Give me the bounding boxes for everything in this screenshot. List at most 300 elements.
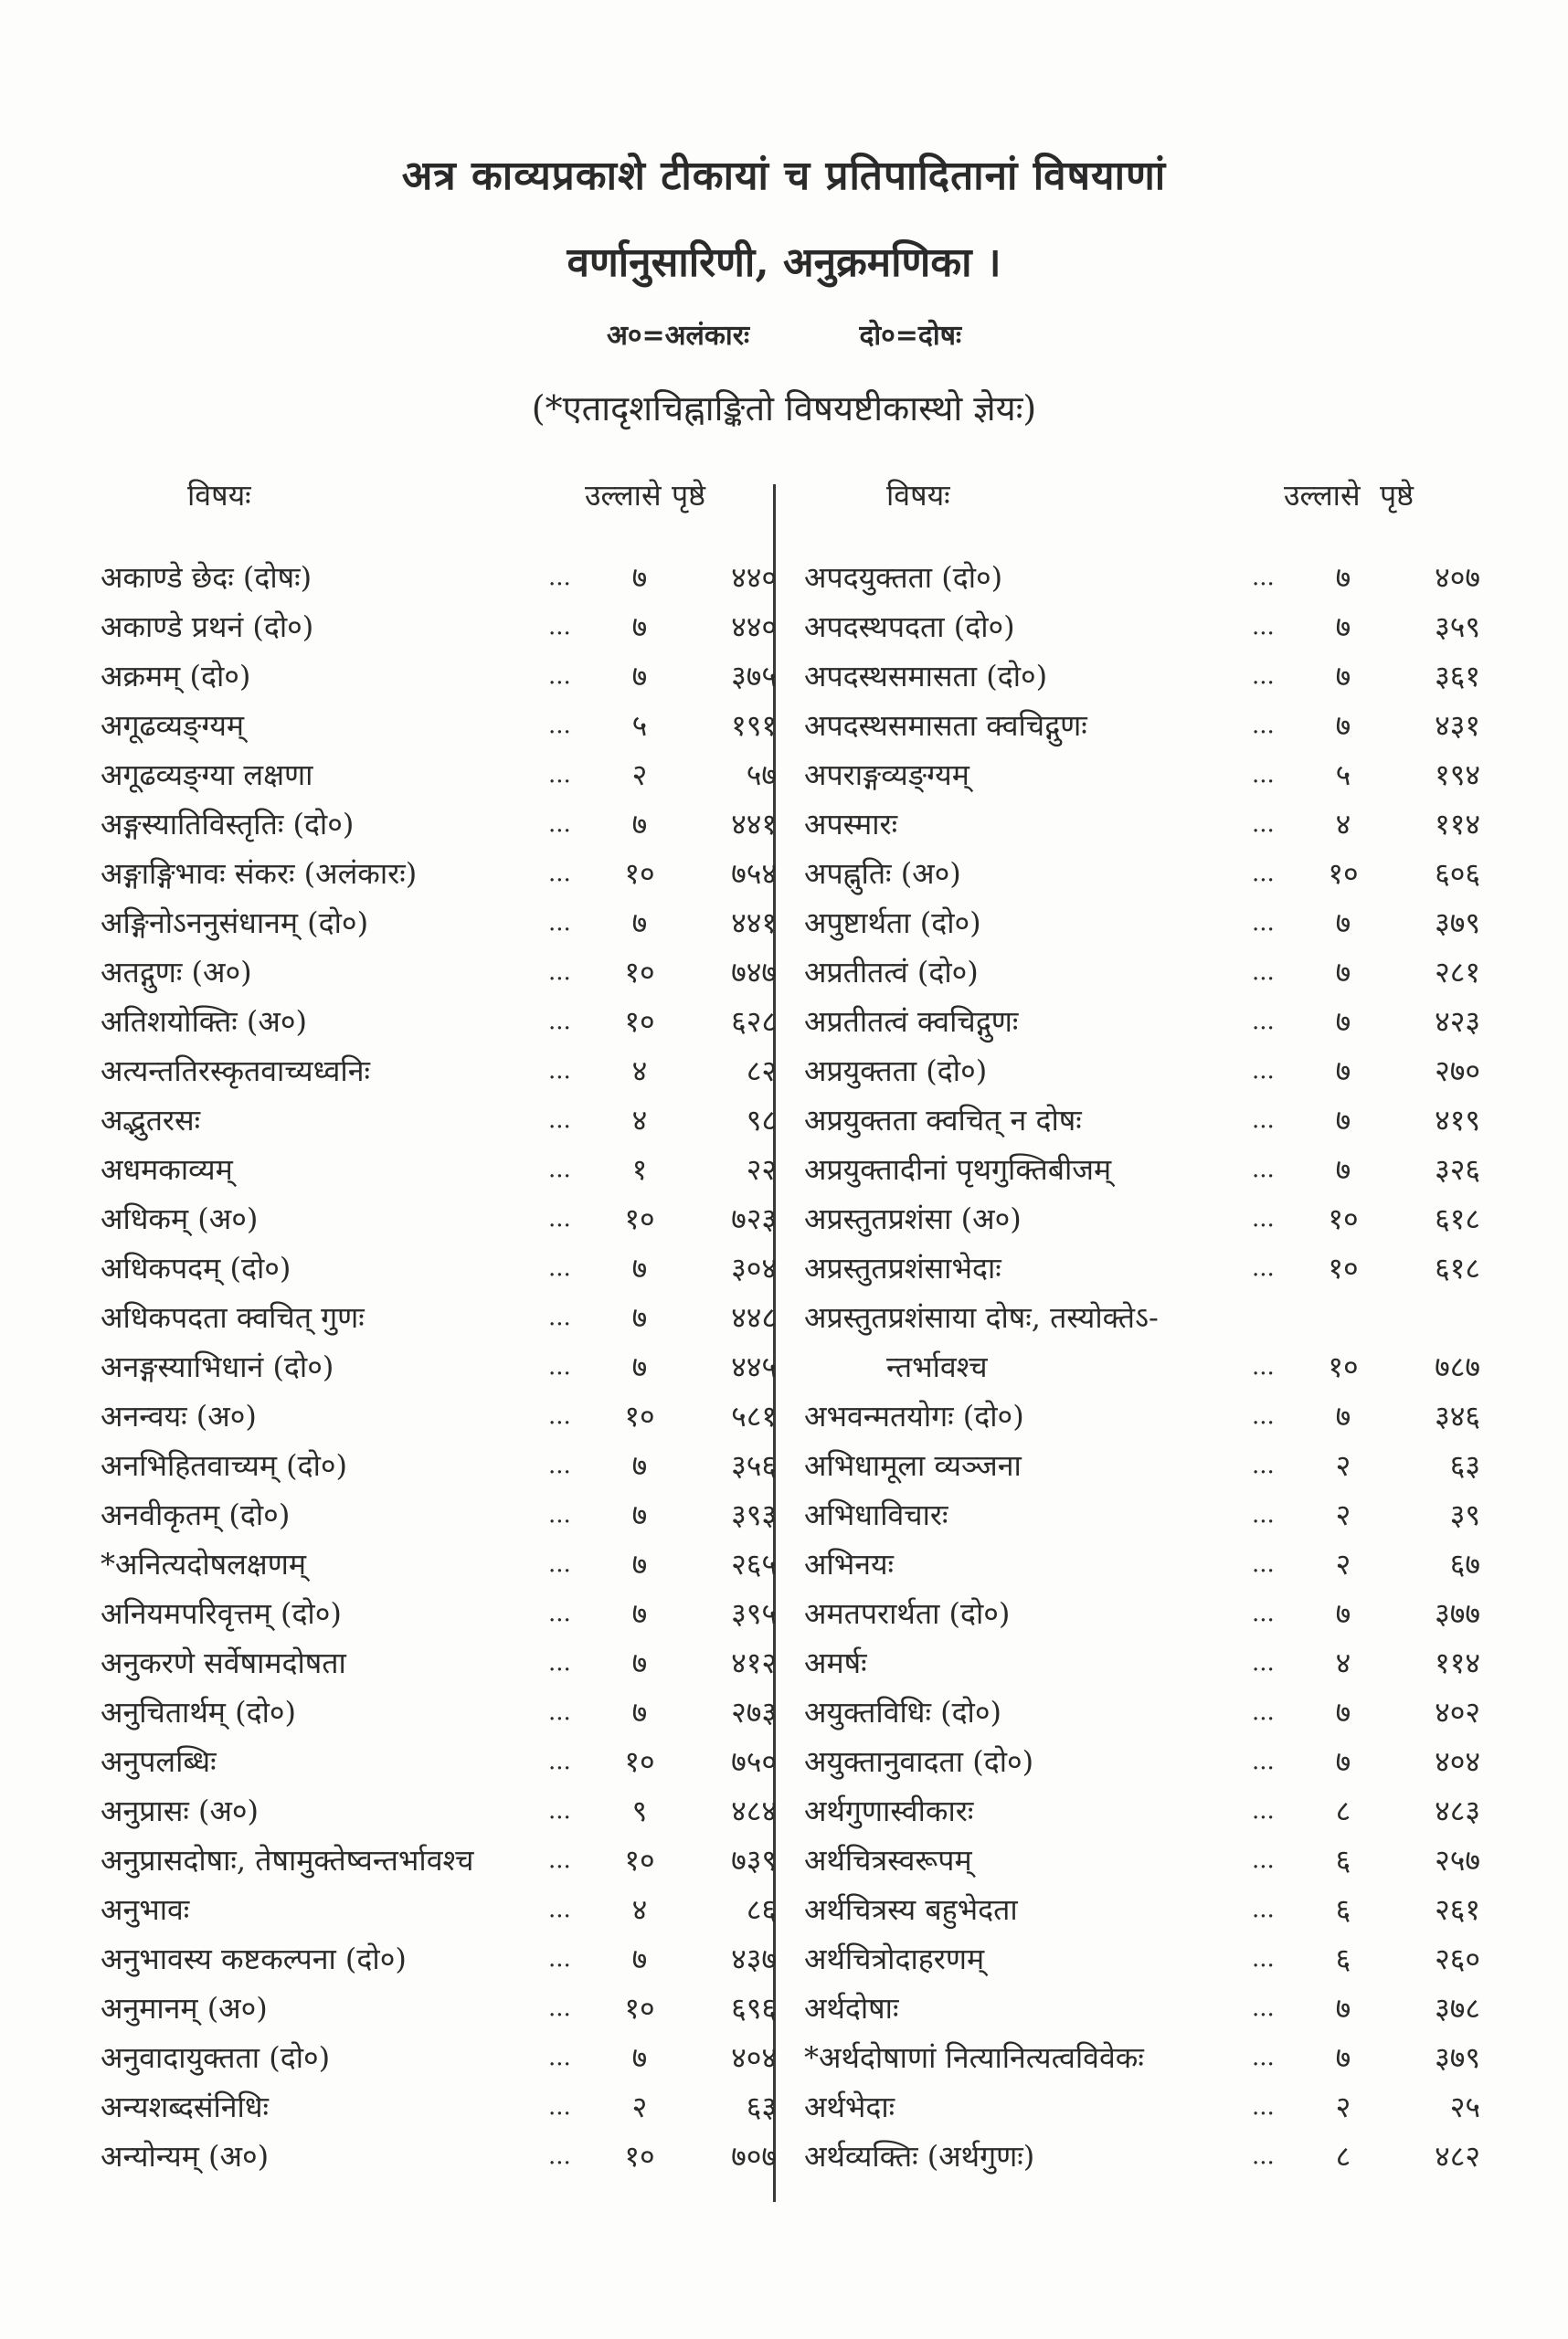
entry-ullasa: ६: [1335, 1942, 1351, 1976]
entry-subject: [804, 2132, 1034, 2181]
entry-ullasa: ७: [631, 609, 648, 644]
entry-ullasa: ९: [631, 1794, 648, 1828]
leader-dots: ...: [1252, 1008, 1275, 1035]
entry-subject-text: *अर्थदोषाणां नित्यानित्यत्वविवेकः: [804, 2040, 1144, 2075]
entry-subject: [101, 1984, 268, 2033]
leader-dots: ...: [548, 1402, 571, 1430]
entry-subject-text: अत्यन्ततिरस्कृतवाच्यध्वनिः: [101, 1053, 370, 1088]
index-entry: [804, 1293, 1480, 1392]
leader-dots: ...: [1252, 1600, 1275, 1627]
leader-dots: ...: [548, 810, 571, 838]
entry-page: ७२३: [731, 1201, 777, 1236]
entry-subject: [804, 1984, 898, 2033]
entry-subject: [804, 799, 897, 849]
entry-subject: [101, 1392, 257, 1441]
entry-subject: [101, 701, 244, 750]
entry-ullasa: ८: [1335, 1794, 1351, 1828]
index-entry: [101, 1737, 777, 1786]
entry-page: २२: [746, 1152, 777, 1187]
entry-page: ३७७: [1435, 1596, 1480, 1631]
entry-subject: [101, 849, 417, 898]
entry-ullasa: १०: [1328, 1251, 1359, 1286]
entry-page: २७३: [731, 1695, 777, 1730]
index-entry: [804, 898, 1480, 947]
entry-page: ४४०: [731, 609, 777, 644]
entry-subject-text: अर्थचित्रोदाहरणम्: [804, 1942, 985, 1976]
entry-page: ३९: [1449, 1498, 1480, 1532]
leader-dots: ...: [548, 860, 571, 887]
index-entry: [101, 701, 777, 750]
leader-dots: ...: [1252, 1057, 1275, 1085]
leader-dots: ...: [1252, 1156, 1275, 1183]
right-header-ullasa: उल्लासे: [1284, 478, 1361, 513]
leader-dots: ...: [548, 1600, 571, 1627]
entry-ullasa: ७: [1335, 1053, 1351, 1088]
entry-ullasa: १०: [624, 955, 655, 990]
entry-subject-text: अपदयुक्तता (दो०): [804, 560, 1003, 595]
leader-dots: ...: [548, 1797, 571, 1825]
index-entry: [101, 1836, 777, 1885]
entry-subject: [101, 2033, 330, 2082]
entry-subject: [804, 651, 1047, 701]
entry-ullasa: ७: [1335, 1152, 1351, 1187]
index-title: अत्र काव्यप्रकाशे टीकायां च प्रतिपादितानां विषयाणां: [401, 153, 1167, 199]
entry-ullasa: ६: [1335, 1892, 1351, 1927]
entry-subject: [804, 602, 1015, 651]
leader-dots: ...: [1252, 613, 1275, 640]
entry-ullasa: १: [631, 1152, 648, 1187]
entry-subject-text: अपुष्टार्थता (दो०): [804, 905, 981, 940]
abbreviation-dosha: दो०=दोषः: [859, 320, 962, 352]
entry-ullasa: ६: [1335, 1843, 1351, 1878]
entry-ullasa: ७: [631, 905, 648, 940]
leader-dots: ...: [548, 613, 571, 640]
index-entry: [804, 1737, 1480, 1786]
entry-subject-text: अप्रस्तुतप्रशंसाभेदाः: [804, 1251, 1001, 1286]
entry-subject: [804, 1836, 972, 1885]
entry-subject: [804, 750, 969, 799]
index-entry: [101, 2132, 777, 2181]
entry-page: ४२३: [1435, 1004, 1480, 1039]
entry-ullasa: ७: [1335, 1744, 1351, 1779]
entry-page: २७०: [1435, 1053, 1480, 1088]
entry-ullasa: ७: [631, 1547, 648, 1582]
entry-ullasa: २: [1335, 2090, 1351, 2124]
entry-page: ३६१: [1435, 659, 1480, 693]
entry-ullasa: ७: [1335, 955, 1351, 990]
entry-subject-text: अनभिहितवाच्यम् (दो०): [101, 1448, 348, 1483]
entry-ullasa: ७: [631, 1300, 648, 1335]
entry-ullasa: ७: [1335, 1004, 1351, 1039]
entry-ullasa: ७: [1335, 905, 1351, 940]
entry-page: २६१: [1435, 1892, 1480, 1927]
leader-dots: ...: [1252, 761, 1275, 788]
entry-ullasa: ७: [1335, 708, 1351, 743]
leader-dots: ...: [548, 1254, 571, 1282]
entry-subject: [101, 2082, 269, 2132]
leader-dots: ...: [1252, 1945, 1275, 1973]
entry-ullasa: ५: [631, 708, 648, 743]
index-entry: [804, 1540, 1480, 1589]
entry-subject-text: अनुभावस्य कष्टकल्पना (दो०): [101, 1942, 407, 1976]
entry-subject: [804, 849, 961, 898]
entry-subject: [101, 1342, 334, 1392]
entry-ullasa: १०: [624, 1744, 655, 1779]
entry-subject: [804, 2082, 895, 2132]
entry-subject-text: अपदस्थसमासता (दो०): [804, 659, 1048, 693]
index-entry: [804, 1490, 1480, 1540]
leader-dots: ...: [1252, 1402, 1275, 1430]
entry-ullasa: ७: [1335, 1596, 1351, 1631]
index-entry: [804, 849, 1480, 898]
entry-ullasa: ७: [631, 1251, 648, 1286]
index-entry: [101, 997, 777, 1046]
entry-ullasa: ४: [1335, 807, 1351, 841]
index-entry: [804, 1638, 1480, 1688]
entry-subject-text: अधिकपदम् (दो०): [101, 1251, 291, 1286]
entry-subject-text: अप्रस्तुतप्रशंसाया दोषः, तस्योक्तेऽ-: [804, 1300, 1159, 1335]
entry-page: ४४८: [731, 1300, 777, 1335]
entry-ullasa: ७: [631, 1695, 648, 1730]
entry-subject-text: अर्थगुणास्वीकारः: [804, 1794, 974, 1828]
right-index-column: [804, 553, 1480, 2181]
entry-ullasa: २: [631, 757, 648, 792]
entry-subject: [804, 1688, 1001, 1737]
leader-dots: ...: [1252, 1699, 1275, 1726]
leader-dots: ...: [1252, 2093, 1275, 2121]
entry-ullasa: ७: [1335, 659, 1351, 693]
entry-ullasa: १०: [624, 856, 655, 891]
entry-page: ७४७: [731, 955, 777, 990]
entry-page: ४८४: [731, 1794, 777, 1828]
entry-ullasa: ७: [1335, 609, 1351, 644]
entry-subject-text: अपदस्थपदता (दो०): [804, 609, 1015, 644]
entry-subject: [804, 1786, 973, 1836]
index-entry: [804, 1095, 1480, 1145]
index-entry: [804, 701, 1480, 750]
entry-ullasa: २: [631, 2090, 648, 2124]
entry-page: ५७: [746, 757, 777, 792]
entry-page: ६३: [1449, 1448, 1480, 1483]
entry-ullasa: ७: [1335, 1103, 1351, 1138]
entry-page: ४०४: [731, 2040, 777, 2075]
leader-dots: ...: [548, 1452, 571, 1479]
entry-page: ७३९: [731, 1843, 777, 1878]
entry-subject: [101, 1885, 189, 1934]
leader-dots: ...: [548, 1205, 571, 1233]
entry-subject-text: अपदस्थसमासता क्वचिद्गुणः: [804, 708, 1087, 743]
entry-subject-continuation: न्तर्भावश्च: [886, 1349, 988, 1384]
right-header-subject: विषयः: [886, 478, 950, 513]
entry-subject: [804, 1392, 1024, 1441]
leader-dots: ...: [548, 662, 571, 690]
entry-subject-text: अगूढव्यङ्ग्यम्: [101, 708, 245, 743]
entry-ullasa: ७: [1335, 1991, 1351, 2026]
entry-page: २५७: [1435, 1843, 1480, 1878]
index-entry: [804, 651, 1480, 701]
entry-subject: [804, 997, 1018, 1046]
index-entry: [804, 2132, 1480, 2181]
entry-page: ४३७: [731, 1942, 777, 1976]
index-entry: [101, 1293, 777, 1342]
entry-subject: [101, 602, 313, 651]
entry-page: ४४०: [731, 560, 777, 595]
entry-subject: [804, 947, 979, 997]
entry-ullasa: ७: [631, 807, 648, 841]
entry-page: ३९५: [731, 1596, 777, 1631]
index-entry: [101, 750, 777, 799]
entry-subject: [804, 1638, 867, 1688]
leader-dots: ...: [548, 1156, 571, 1183]
leader-dots: ...: [548, 1008, 571, 1035]
entry-subject: [101, 1441, 347, 1490]
entry-subject-text: अङ्गस्यातिविस्तृतिः (दो०): [101, 807, 355, 841]
entry-page: ११४: [1435, 807, 1480, 841]
entry-subject-text: अगूढव्यङ्ग्या लक्षणा: [101, 757, 313, 792]
index-entry: [804, 750, 1480, 799]
index-entry: [804, 799, 1480, 849]
index-entry: [804, 2082, 1480, 2132]
entry-subject-text: अनुकरणे सर्वेषामदोषता: [101, 1646, 346, 1680]
entry-ullasa: १०: [624, 1399, 655, 1434]
entry-page: ३०४: [731, 1251, 777, 1286]
left-header-page: पृष्ठे: [672, 478, 706, 513]
entry-page: ३७९: [1435, 905, 1480, 940]
entry-page: १९१: [731, 708, 777, 743]
entry-subject-text: अयुक्तानुवादता (दो०): [804, 1744, 1034, 1779]
entry-page: ३५९: [1435, 609, 1480, 644]
entry-subject-text: अधिकम् (अ०): [101, 1201, 259, 1236]
entry-ullasa: ७: [1335, 2040, 1351, 2075]
entry-page: ९८: [746, 1103, 777, 1138]
index-entry: [804, 1836, 1480, 1885]
entry-subject-text: अनवीकृतम् (दो०): [101, 1498, 291, 1532]
entry-subject-text: अप्रयुक्तता (दो०): [804, 1053, 988, 1088]
index-entry: [101, 1885, 777, 1934]
index-entry: [804, 1589, 1480, 1638]
leader-dots: ...: [1252, 712, 1275, 739]
leader-dots: ...: [548, 958, 571, 986]
entry-subject: [804, 1490, 948, 1540]
entry-page: ४८३: [1435, 1794, 1480, 1828]
index-entry: [804, 1885, 1480, 1934]
entry-subject-text: अनुप्रासः (अ०): [101, 1794, 260, 1828]
entry-ullasa: ४: [631, 1892, 648, 1927]
entry-subject-text: अर्थचित्रस्य बहुभेदता: [804, 1892, 1018, 1927]
entry-page: ३७९: [1435, 2040, 1480, 2075]
entry-subject: [101, 799, 354, 849]
entry-subject-text: अधमकाव्यम्: [101, 1152, 233, 1187]
index-entry: [804, 1244, 1480, 1293]
leader-dots: ...: [548, 2143, 571, 2170]
index-entry: [101, 1441, 777, 1490]
entry-ullasa: ४: [631, 1103, 648, 1138]
entry-subject-text: अर्थदोषाः: [804, 1991, 899, 2026]
entry-subject-text: अभवन्मतयोगः (दो०): [804, 1399, 1024, 1434]
entry-subject-text: अपराङ्गव्यङ्ग्यम्: [804, 757, 969, 792]
entry-subject-text: अनुमानम् (अ०): [101, 1991, 268, 2026]
index-entry: [101, 553, 777, 602]
entry-page: ४०७: [1435, 560, 1480, 595]
index-entry: [101, 1095, 777, 1145]
index-entry: [101, 1984, 777, 2033]
leader-dots: ...: [548, 1551, 571, 1578]
entry-page: ७८७: [1435, 1349, 1480, 1384]
leader-dots: ...: [548, 1699, 571, 1726]
entry-ullasa: १०: [624, 1843, 655, 1878]
index-entry: [804, 1145, 1480, 1194]
index-entry: [101, 898, 777, 947]
leader-dots: ...: [1252, 1748, 1275, 1775]
entry-subject: [804, 2033, 1144, 2082]
leader-dots: ...: [548, 1501, 571, 1529]
abbreviation-key: [0, 315, 1568, 353]
abbreviation-alankara: अ०=अलंकारः: [606, 320, 750, 352]
leader-dots: ...: [548, 2044, 571, 2071]
entry-subject-text: अभिधामूला व्यञ्जना: [804, 1448, 1022, 1483]
entry-subject-text: अर्थव्यक्तिः (अर्थगुणः): [804, 2139, 1035, 2174]
entry-page: ६९६: [731, 1991, 777, 2026]
entry-subject: [101, 1836, 473, 1885]
entry-page: ३२६: [1435, 1152, 1480, 1187]
index-entry: [804, 997, 1480, 1046]
entry-page: ५८१: [731, 1399, 777, 1434]
entry-ullasa: ७: [631, 2040, 648, 2075]
entry-page: ४०२: [1435, 1695, 1480, 1730]
entry-page: ४८२: [1435, 2139, 1480, 2174]
entry-subject: [101, 1046, 370, 1095]
index-entry: [101, 1934, 777, 1984]
entry-subject-text: अनन्वयः (अ०): [101, 1399, 257, 1434]
entry-subject-text: अनुपलब्धिः: [101, 1744, 217, 1779]
entry-subject: [804, 553, 1002, 602]
leader-dots: ...: [1252, 860, 1275, 887]
leader-dots: ...: [548, 1649, 571, 1677]
index-entry: [101, 1392, 777, 1441]
index-entry: [804, 2033, 1480, 2082]
entry-page: ६१८: [1435, 1251, 1480, 1286]
index-entry: [101, 1589, 777, 1638]
entry-subject-text: अकाण्डे छेदः (दोषः): [101, 560, 313, 595]
entry-subject-text: अतिशयोक्तिः (अ०): [101, 1004, 307, 1039]
index-entry: [101, 1688, 777, 1737]
entry-ullasa: ८: [1335, 2139, 1351, 2174]
leader-dots: ...: [548, 712, 571, 739]
entry-subject: [101, 2132, 269, 2181]
leader-dots: ...: [1252, 1551, 1275, 1578]
entry-page: ७५०: [731, 1744, 777, 1779]
entry-subject-text: अङ्गाङ्गिभावः संकरः (अलंकारः): [101, 856, 418, 891]
index-entry: [804, 1984, 1480, 2033]
leader-dots: ...: [548, 1106, 571, 1134]
leader-dots: ...: [1252, 909, 1275, 937]
entry-subject: [101, 1688, 296, 1737]
leader-dots: ...: [1252, 1896, 1275, 1923]
index-entry: [101, 2082, 777, 2132]
entry-subject-text: अनङ्गस्याभिधानं (दो०): [101, 1349, 334, 1384]
leader-dots: ...: [548, 564, 571, 591]
leader-dots: ...: [1252, 1205, 1275, 1233]
leader-dots: ...: [548, 1057, 571, 1085]
index-entry: [101, 2033, 777, 2082]
entry-subject: [804, 1441, 1022, 1490]
entry-ullasa: ७: [1335, 1399, 1351, 1434]
left-index-column: [101, 553, 777, 2181]
entry-ullasa: ७: [1335, 560, 1351, 595]
leader-dots: ...: [1252, 2044, 1275, 2071]
leader-dots: ...: [1252, 2143, 1275, 2170]
entry-subject-text: अमतपरार्थता (दो०): [804, 1596, 1011, 1631]
entry-subject-text: अनुप्रासदोषाः, तेषामुक्तेष्वन्तर्भावश्च: [101, 1843, 474, 1878]
leader-dots: ...: [1252, 1353, 1275, 1381]
left-header-ullasa: उल्लासे: [585, 478, 662, 513]
entry-subject-text: अधिकपदता क्वचित् गुणः: [101, 1300, 365, 1335]
index-entry: [101, 1145, 777, 1194]
index-subtitle: वर्णानुसारिणी, अनुक्रमणिका ।: [567, 239, 1001, 286]
entry-page: ११४: [1435, 1646, 1480, 1680]
entry-page: ६३: [746, 2090, 777, 2124]
entry-subject: [101, 1737, 217, 1786]
entry-subject-text: अप्रतीतत्वं क्वचिद्गुणः: [804, 1004, 1019, 1039]
leader-dots: ...: [548, 1847, 571, 1874]
entry-subject: [804, 1934, 984, 1984]
entry-subject-text: अपस्मारः: [804, 807, 898, 841]
leader-dots: ...: [548, 2093, 571, 2121]
entry-subject-text: अनुवादायुक्तता (दो०): [101, 2040, 331, 2075]
entry-subject: [101, 1589, 342, 1638]
index-entry: [804, 553, 1480, 602]
entry-subject: [101, 898, 368, 947]
entry-page: ६२८: [731, 1004, 777, 1039]
entry-subject: [101, 1194, 258, 1244]
entry-page: ६७: [1449, 1547, 1480, 1582]
leader-dots: ...: [1252, 1649, 1275, 1677]
right-header-page: पृष्ठे: [1380, 478, 1414, 513]
entry-subject: [101, 651, 250, 701]
entry-page: ३४६: [1435, 1399, 1480, 1434]
leader-dots: ...: [1252, 1452, 1275, 1479]
entry-subject-text: अकाण्डे प्रथनं (दो०): [101, 609, 314, 644]
entry-page: ६१८: [1435, 1201, 1480, 1236]
leader-dots: ...: [548, 1304, 571, 1331]
entry-page: ३७८: [1435, 1991, 1480, 2026]
entry-subject: [804, 1145, 1111, 1194]
entry-subject: [101, 1934, 407, 1984]
entry-page: २५: [1449, 2090, 1480, 2124]
entry-page: ८६: [746, 1892, 777, 1927]
entry-subject-text: अन्यशब्दसंनिधिः: [101, 2090, 269, 2124]
entry-page: ८२: [746, 1053, 777, 1088]
index-entry: [101, 1342, 777, 1392]
asterisk-note: (*एतादृशचिह्नाङ्कितो विषयष्टीकास्थो ज्ञेयः): [531, 388, 1037, 429]
entry-subject: [804, 701, 1087, 750]
entry-subject-text: अङ्गिनोऽननुसंधानम् (दो०): [101, 905, 369, 940]
entry-subject-text: अनियमपरिवृत्तम् (दो०): [101, 1596, 342, 1631]
entry-ullasa: १०: [624, 1991, 655, 2026]
entry-subject: [804, 1885, 1018, 1934]
entry-ullasa: ७: [1335, 1695, 1351, 1730]
index-entry: [101, 1244, 777, 1293]
leader-dots: ...: [1252, 958, 1275, 986]
entry-ullasa: ७: [631, 1448, 648, 1483]
entry-subject-text: अनुभावः: [101, 1892, 190, 1927]
entry-ullasa: ७: [631, 560, 648, 595]
entry-ullasa: ४: [1335, 1646, 1351, 1680]
entry-subject: [101, 1145, 233, 1194]
entry-subject: [804, 1244, 1001, 1293]
index-entry: [101, 1194, 777, 1244]
entry-ullasa: १०: [1328, 856, 1359, 891]
